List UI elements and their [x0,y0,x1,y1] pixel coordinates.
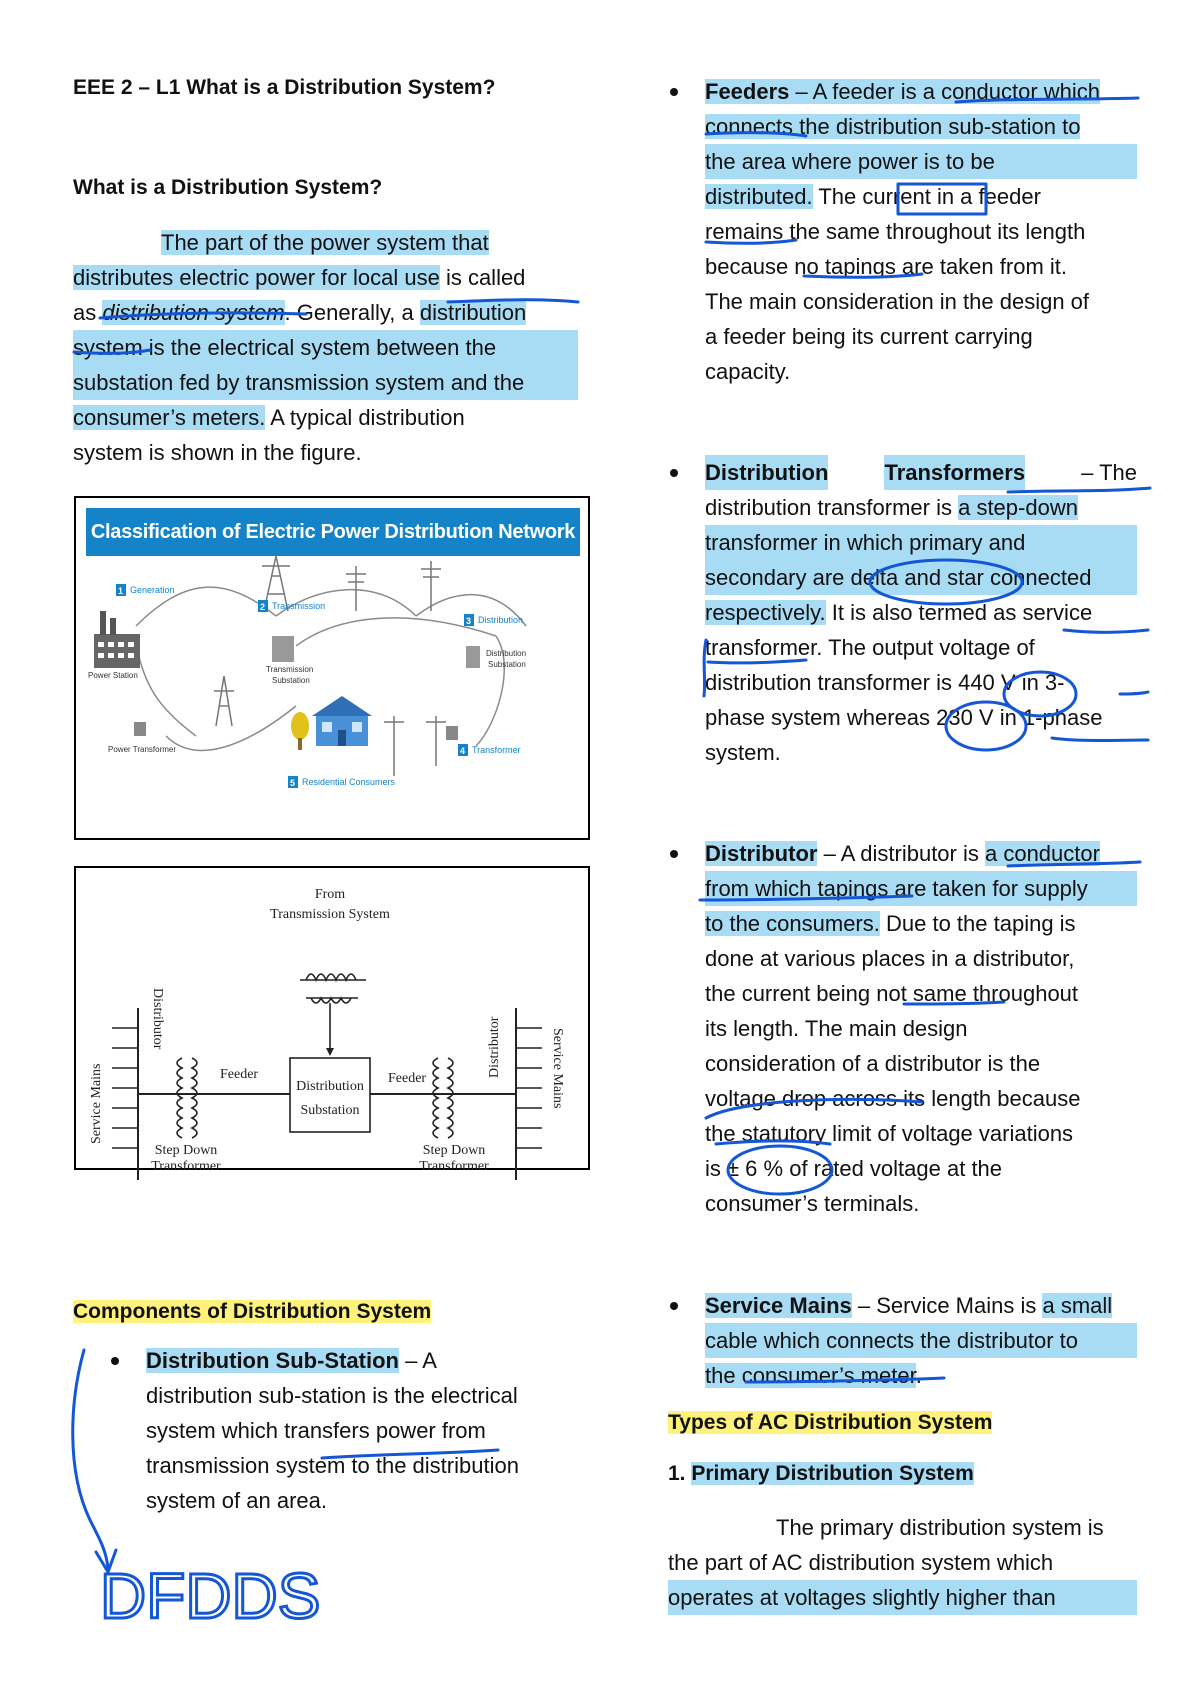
underline-mark [322,1450,498,1458]
underline-mark [716,1141,830,1144]
text-line: its length. The main design [705,1016,968,1041]
figure-banner: Classification of Electric Power Distribution Network [86,508,580,556]
text-line: system of an area. [146,1488,327,1513]
text-line: The primary distribution system is [776,1515,1104,1540]
underline-mark [706,1099,922,1118]
intro-text: is called [439,265,526,290]
badge-number: 4 [460,746,466,756]
text: . [915,1363,922,1388]
text: – The [1081,460,1137,485]
text: conductor which [941,79,1101,104]
text-line: remains the same throughout its length [705,219,1086,244]
feeder-label: Feeder [388,1071,427,1086]
text: The current in a feeder [812,184,1041,209]
distribution-substation-label: Distribution [486,649,527,658]
intro-line: substation fed by transmission system and the [73,365,578,400]
components-heading: Components of Distribution System [73,1300,432,1323]
text: – A distributor is [817,841,985,866]
text-line: capacity. [705,359,791,384]
text: connects [705,114,794,139]
substation-label: Substation [300,1103,360,1118]
text: to the consumers. [705,911,880,936]
circle-mark [870,560,1022,604]
text-line: the part of AC distribution system which [668,1550,1054,1575]
underline-mark [1008,862,1140,866]
underline-mark [1052,738,1148,741]
text-line: a feeder being its current carrying [705,324,1033,349]
from-label: Transmission System [270,907,390,922]
text-line: done at various places in a distributor, [705,946,1075,971]
underline-mark [1120,692,1148,694]
text: a small [1042,1293,1113,1318]
text: Due to the taping is [879,911,1076,936]
box-mark [898,184,986,214]
text: a step-down [958,495,1078,520]
circle-mark [946,702,1026,750]
intro-text: as [73,300,103,325]
bracket-mark [704,640,706,696]
distributor-label: Distributor [487,1016,502,1078]
underline-mark [904,1002,1004,1004]
intro-line: consumer’s meters. [73,405,266,430]
intro-line: system is shown in the figure. [73,440,362,465]
text-line: phase system whereas 230 V in 1-phase [705,705,1103,730]
intro-line: distributes electric power for local use [73,265,440,290]
badge-number: 5 [290,778,296,788]
text: the distribution sub-station to [793,114,1081,139]
text-line: secondary are delta and star connected [705,560,1137,595]
text: the consumer’s meter [705,1363,916,1388]
underline-mark [706,240,796,243]
substation-label: Distribution [296,1079,364,1094]
intro-line: system is the electrical system between the [73,330,578,365]
underline-mark [100,313,306,318]
transmission-substation-label: Substation [272,676,310,685]
term: Distribution Sub-Station [146,1348,399,1373]
residential-label: Residential Consumers [302,777,396,787]
handwritten-note: DFDDS [100,1560,321,1632]
underline-mark [706,133,806,136]
underline-mark [956,98,1138,102]
text-line: the statutory limit of voltage variations [705,1121,1074,1146]
text-line: transformer in which primary and [705,525,1137,560]
underline-mark [700,896,912,900]
arrow-icon [73,1350,108,1568]
step-down-label: Transformer [419,1159,489,1174]
text-line: operates at voltages slightly higher than [668,1580,1137,1615]
term: Service Mains [705,1293,852,1318]
transmission-label: Transmission [272,601,326,611]
power-station-label: Power Station [88,671,138,680]
text: respectively. [705,600,826,625]
from-label: From [314,887,346,902]
intro-text: . Generally, a [284,300,420,325]
badge-number: 1 [118,586,124,596]
text: distributed. [705,184,813,209]
text-line: The main consideration in the design of [705,289,1090,314]
transformer-label: Transformer [472,745,521,755]
text-line: the current being not same throughout [705,981,1079,1006]
text-line: system which transfers power from [146,1418,486,1443]
term: Distributor [705,841,818,866]
transmission-substation-label: Transmission [266,665,314,674]
underline-mark [804,274,922,277]
step-down-label: Step Down [154,1143,218,1158]
doc-title: EEE 2 – L1 What is a Distribution System? [73,76,496,99]
text-line: cable which connects the distributor to [705,1323,1137,1358]
badge-number: 3 [466,616,472,626]
text-line: distribution sub-station is the electrical [146,1383,518,1408]
underline-mark [1008,488,1150,492]
text: a conductor [984,841,1100,866]
text-line: consideration of a distributor is the [705,1051,1041,1076]
text-line: voltage drop across its length because [705,1086,1081,1111]
distribution-substation-label: Substation [488,660,526,669]
service-mains-label: Service Mains [89,1063,104,1144]
step-down-label: Transformer [151,1159,221,1174]
text-line: distribution transformer is 440 V in 3- [705,670,1065,695]
text: distribution transformer is [705,495,959,520]
distribution-label: Distribution [478,615,524,625]
primary-heading: 1. Primary Distribution System [668,1462,974,1485]
circle-mark [728,1146,832,1194]
text-line: the area where power is to be [705,144,1137,179]
section-heading: What is a Distribution System? [73,176,383,199]
badge-number: 2 [260,602,266,612]
text: – Service Mains is [851,1293,1043,1318]
term: Transformers [884,455,1025,490]
term: Feeders [705,79,790,104]
distributor-label: Distributor [150,988,165,1050]
text-line: from which tapings are taken for supply [705,871,1137,906]
underline-mark [74,350,150,353]
text-line: transformer. The output voltage of [705,635,1035,660]
underline-mark [708,660,806,663]
intro-term: distribution system [102,300,285,325]
text-line: system. [705,740,781,765]
generation-label: Generation [130,585,175,595]
text: – A feeder is a [789,79,942,104]
power-transformer-label: Power Transformer [108,745,177,754]
intro-line: The part of the power system that [161,230,489,255]
types-heading: Types of AC Distribution System [668,1411,993,1434]
text-line: because no tapings are taken from it. [705,254,1067,279]
term: Distribution [705,455,828,490]
text: It is also termed as service [825,600,1093,625]
intro-text: A typical distribution [265,405,465,430]
step-down-label: Step Down [422,1143,486,1158]
feeder-label: Feeder [220,1067,259,1082]
text-line: transmission system to the distribution [146,1453,519,1478]
text-line: is ± 6 % of rated voltage at the [705,1156,1003,1181]
underline-mark [1064,630,1148,632]
intro-line: distribution [419,300,527,325]
underline-mark [746,1378,944,1382]
service-mains-label: Service Mains [550,1028,565,1109]
text-line: consumer’s terminals. [705,1191,920,1216]
text: – A [398,1348,437,1373]
underline-mark [448,300,578,302]
